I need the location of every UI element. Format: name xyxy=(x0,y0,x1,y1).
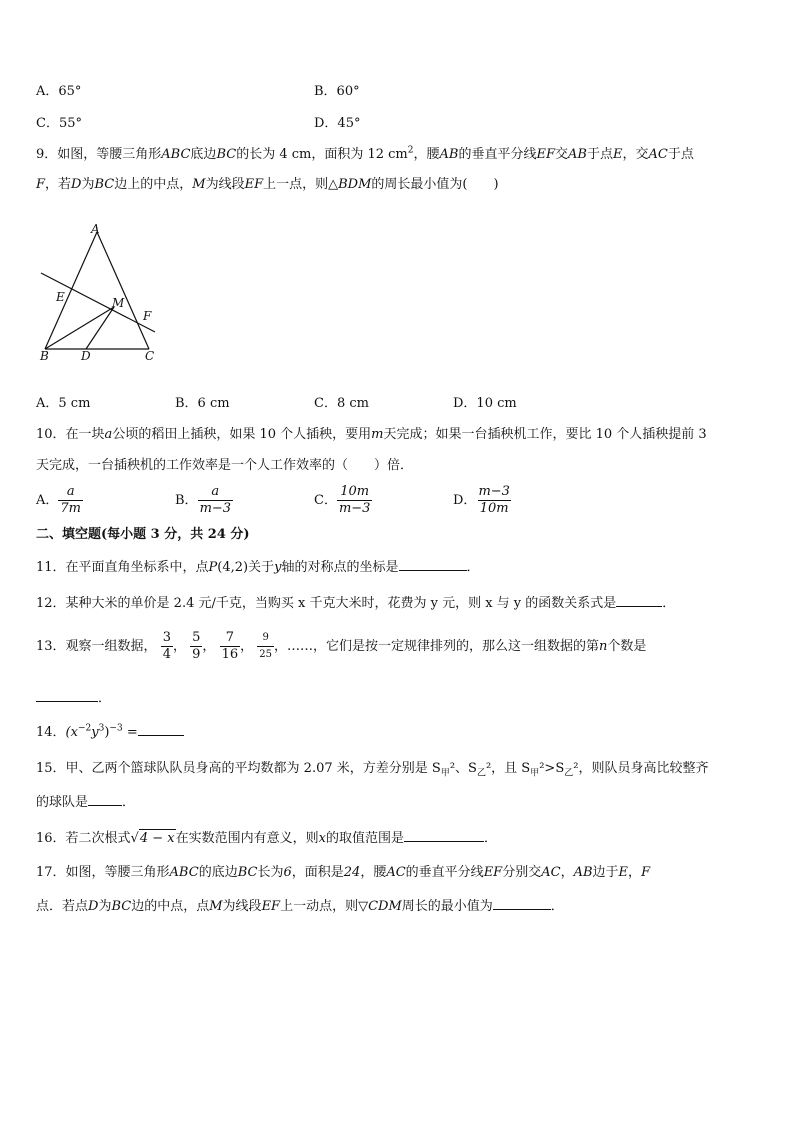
q14-question: 14．$(x^{-2}y^3)^{-3}$ = xyxy=(36,722,184,742)
q9-option-c: C．8 cm xyxy=(314,396,369,411)
q11-answer-blank[interactable] xyxy=(399,557,467,571)
q14-answer-blank[interactable] xyxy=(138,722,184,736)
q12-answer-blank[interactable] xyxy=(616,593,662,607)
q16-radicand: 4 − x xyxy=(139,831,175,846)
label-a: A xyxy=(91,222,100,236)
segment-bm xyxy=(45,307,114,349)
side-ac xyxy=(97,232,149,349)
label-c: C xyxy=(145,349,155,363)
q12-question: 12．某种大米的单价是 2.4 元/千克，当购买 x 千克大米时，花费为 y 元，则 x 与 y 的函数关系式是 ． xyxy=(36,593,675,613)
q9-option-b: B．6 cm xyxy=(175,396,230,411)
q11-question: 11．在平面直角坐标系中，点P(4,2)关于y轴的对称点的坐标是 ． xyxy=(36,557,480,577)
q10-option-b: B． $\frac{a}{m-3}$ xyxy=(175,484,232,516)
q10-option-a: A． $\frac{a}{7m}$ xyxy=(36,484,81,516)
q8-option-d: D．45° xyxy=(314,116,361,131)
q13-answer-blank[interactable] xyxy=(36,688,98,702)
q15-answer-blank[interactable] xyxy=(88,792,122,806)
label-d: D xyxy=(81,349,91,363)
q9-option-d: D．10 cm xyxy=(453,396,517,411)
side-ab xyxy=(45,232,97,349)
label-m: M xyxy=(112,296,125,310)
segment-dm xyxy=(86,307,114,349)
q9-question-line1: 9．如图，等腰三角形ABC底边BC的长为 4 cm，面积为 12 $cm^2$，腰AB的垂直平分线EF交AB于点E，交AC于点 xyxy=(36,145,694,162)
q9-triangle-figure xyxy=(36,218,166,368)
q13-question: 13．观察一组数据， $\frac{3}{4}$ ， $\frac{5}{9}$ ， $\frac{7}{16}$ ， $\frac{9}{25}$ ，……，它们是按一定规律排列的，那么这一组数据的第n个数是 xyxy=(36,630,647,662)
q8-option-c: C．55° xyxy=(36,116,82,131)
label-f: F xyxy=(143,309,152,323)
q8-option-a: A．65° xyxy=(36,84,82,99)
q13-answer-line: ． xyxy=(36,688,111,708)
q9-option-a: A．5 cm xyxy=(36,396,91,411)
q16-answer-blank[interactable] xyxy=(404,828,484,842)
q10-option-c: C． $\frac{10m}{m-3}$ xyxy=(314,484,371,516)
q17-question-line1: 17．如图，等腰三角形ABC的底边BC长为6，面积是24，腰AC的垂直平分线EF分别交AC，AB边于E，F xyxy=(36,865,651,880)
q17-answer-blank[interactable] xyxy=(493,896,551,910)
label-e: E xyxy=(56,290,65,304)
q17-question-line2: 点．若点D为BC边的中点，点M为线段EF上一动点，则▽CDM周长的最小值为 ． xyxy=(36,896,564,916)
q9-question-line2: F，若D为BC边上的中点，M为线段EF上一点，则△BDM的周长最小值为( ) xyxy=(36,177,499,192)
q15-question-line2: 的球队是 ． xyxy=(36,792,135,812)
q15-question-line1: 15．甲、乙两个篮球队队员身高的平均数都为 2.07 米，方差分别是 $S_甲^2$、$S_乙^2$，且 $S_甲^2>S_乙^2$，则队员身高比较整齐 xyxy=(36,761,709,779)
q8-option-b: B．60° xyxy=(314,84,360,99)
q16-question: 16．若二次根式√4 − x在实数范围内有意义，则x的取值范围是 ． xyxy=(36,828,497,848)
label-b: B xyxy=(40,349,49,363)
q10-question-line2: 天完成，一台插秧机的工作效率是一个人工作效率的（ ）倍． xyxy=(36,458,414,473)
q10-question-line1: 10．在一块a公顷的稻田上插秧，如果 10 个人插秧，要用m天完成；如果一台插秧机工作，要比 10 个人插秧提前 3 xyxy=(36,427,707,442)
section-fill-in-title: 二、填空题(每小题 3 分，共 24 分) xyxy=(36,527,250,542)
q10-option-d: D． $\frac{m-3}{10m}$ xyxy=(453,484,510,516)
